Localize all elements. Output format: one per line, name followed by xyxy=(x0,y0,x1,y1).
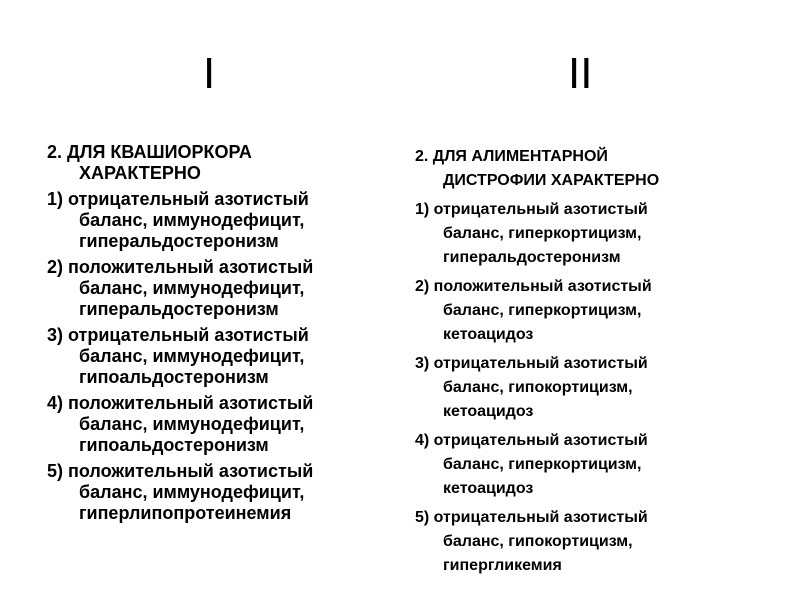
left-option-1[interactable] xyxy=(47,189,392,252)
option-line: 5) отрицательный азотистый xyxy=(415,509,648,526)
option-line: гиперальдостеронизм xyxy=(443,249,621,266)
option-line: баланс, гипокортицизм, xyxy=(443,379,633,396)
right-question-line-1: 2. ДЛЯ АЛИМЕНТАРНОЙ xyxy=(415,148,608,165)
right-option-5[interactable] xyxy=(415,506,760,578)
option-line: 5) положительный азотистый xyxy=(47,461,314,481)
right-question xyxy=(415,145,760,193)
left-option-4[interactable] xyxy=(47,393,392,456)
option-line: баланс, гиперкортицизм, xyxy=(443,302,642,319)
option-line: 1) отрицательный азотистый xyxy=(415,201,648,218)
left-question xyxy=(47,142,392,184)
right-option-2[interactable] xyxy=(415,275,760,347)
option-line: 2) положительный азотистый xyxy=(415,278,652,295)
left-question-line-1: 2. ДЛЯ КВАШИОРКОРА xyxy=(47,142,252,162)
right-question-block xyxy=(415,145,760,578)
option-line: 4) отрицательный азотистый xyxy=(415,432,648,449)
option-line: гиперлипопротеинемия xyxy=(79,503,292,523)
option-line: 3) отрицательный азотистый xyxy=(47,325,309,345)
option-line: гипергликемия xyxy=(443,557,562,574)
option-line: кетоацидоз xyxy=(443,326,534,343)
option-line: баланс, иммунодефицит, xyxy=(79,278,305,298)
left-option-2[interactable] xyxy=(47,257,392,320)
column-2-header: II xyxy=(568,49,593,98)
right-option-4[interactable] xyxy=(415,429,760,501)
option-line: гиперальдостеронизм xyxy=(79,299,279,319)
option-line: гипоальдостеронизм xyxy=(79,367,269,387)
column-1-header: I xyxy=(203,49,216,98)
option-line: кетоацидоз xyxy=(443,403,534,420)
left-question-line-2: ХАРАКТЕРНО xyxy=(79,163,201,183)
right-question-line-2: ДИСТРОФИИ ХАРАКТЕРНО xyxy=(443,172,660,189)
option-line: 2) положительный азотистый xyxy=(47,257,314,277)
option-line: гиперальдостеронизм xyxy=(79,231,279,251)
option-line: баланс, гипокортицизм, xyxy=(443,533,633,550)
option-line: 1) отрицательный азотистый xyxy=(47,189,309,209)
option-line: гипоальдостеронизм xyxy=(79,435,269,455)
option-line: баланс, иммунодефицит, xyxy=(79,482,305,502)
option-line: баланс, иммунодефицит, xyxy=(79,210,305,230)
option-line: кетоацидоз xyxy=(443,480,534,497)
right-option-3[interactable] xyxy=(415,352,760,424)
left-option-3[interactable] xyxy=(47,325,392,388)
left-option-5[interactable] xyxy=(47,461,392,524)
right-option-1[interactable] xyxy=(415,198,760,270)
option-line: баланс, гиперкортицизм, xyxy=(443,225,642,242)
option-line: 3) отрицательный азотистый xyxy=(415,355,648,372)
option-line: баланс, иммунодефицит, xyxy=(79,346,305,366)
option-line: 4) положительный азотистый xyxy=(47,393,314,413)
option-line: баланс, гиперкортицизм, xyxy=(443,456,642,473)
left-question-block xyxy=(47,142,392,524)
option-line: баланс, иммунодефицит, xyxy=(79,414,305,434)
